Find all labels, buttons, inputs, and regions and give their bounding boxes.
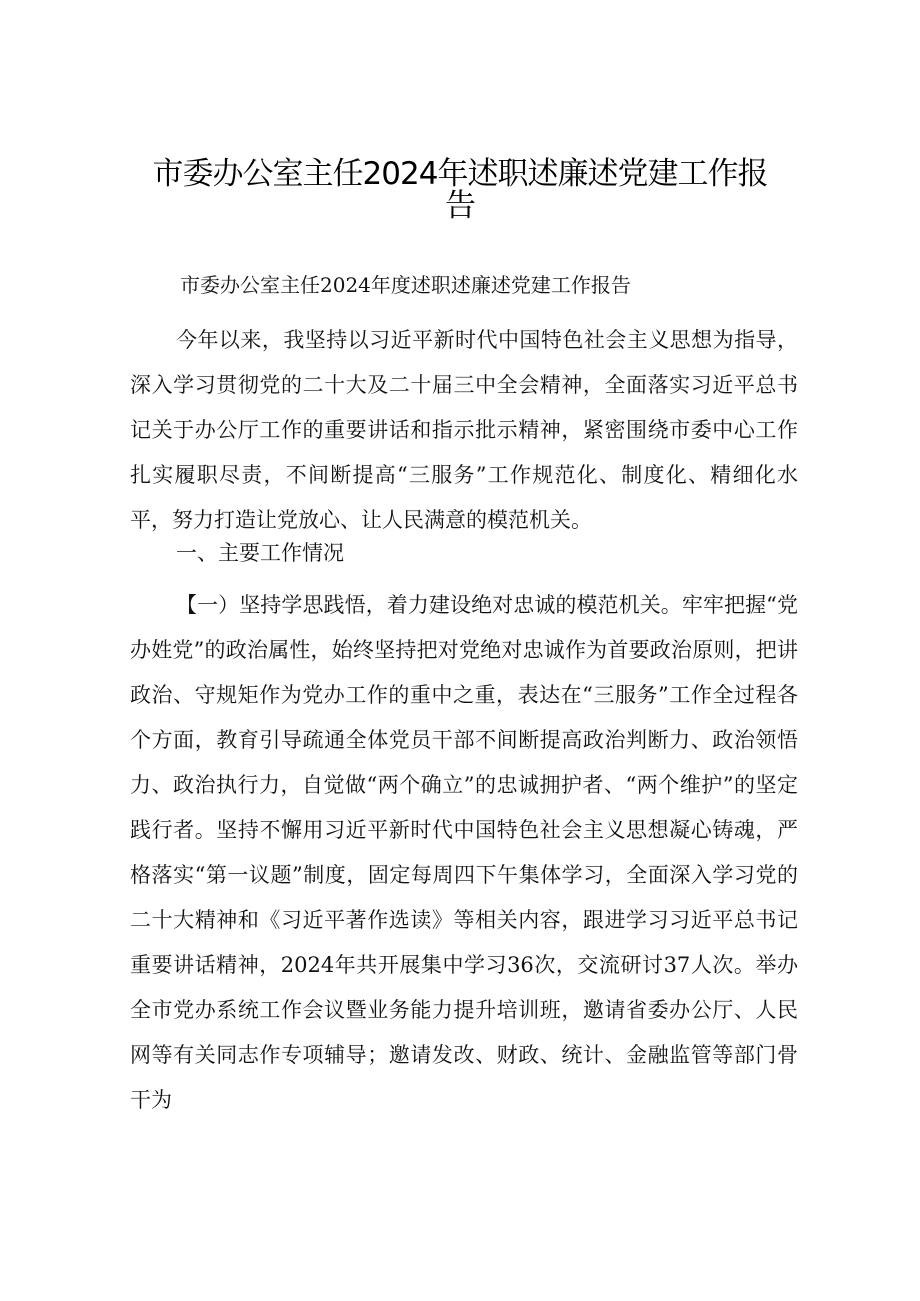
section-heading: 一、主要工作情况 bbox=[176, 541, 344, 565]
paragraph-lead: 【一）坚持学思践悟，着力建设绝对忠诚的模范机关。 bbox=[176, 593, 682, 617]
document-subtitle: 市委办公室主任2024年度述职述廉述党建工作报告 bbox=[180, 273, 631, 297]
section-paragraph bbox=[130, 583, 798, 1123]
intro-paragraph: 今年以来，我坚持以习近平新时代中国特色社会主义思想为指导，深入学习贯彻党的二十大及二十届三中全会精神，全面落实习近平总书记关于办公厅工作的重要讲话和指示批示精神，紧密围绕市委中心工作扎实履职尽责，不间断提高“三服务”工作规范化、制度化、精细化水平，努力打造让党放心、让人民满意的模范机关。 bbox=[130, 328, 798, 532]
paragraph-body: 牢牢把握“党办姓党”的政治属性，始终坚持把对党绝对忠诚作为首要政治原则，把讲政治、守规矩作为党办工作的重中之重，表达在“三服务”工作全过程各个方面，教育引导疏通全体党员干部不间断提高政治判断力、政治领悟力、政治执行力，自觉做“两个确立”的忠诚拥护者、“两个维护”的坚定践行者。坚持不懈用习近平新时代中国特色社会主义思想凝心铸魂，严格落实“第一议题”制度，固定每周四下午集体学习，全面深入学习党的二十大精神和《习近平著作选读》等相关内容，跟进学习习近平总书记重要讲话精神，2024年共开展集中学习36次，交流研讨37人次。举办全市党办系统工作会议暨业务能力提升培训班，邀请省委办公厅、人民网等有关同志作专项辅导；邀请发改、财政、统计、金融监管等部门骨干为 bbox=[130, 593, 798, 1112]
document-title: 市委办公室主任2024年述职述廉述党建工作报告 bbox=[152, 156, 768, 224]
